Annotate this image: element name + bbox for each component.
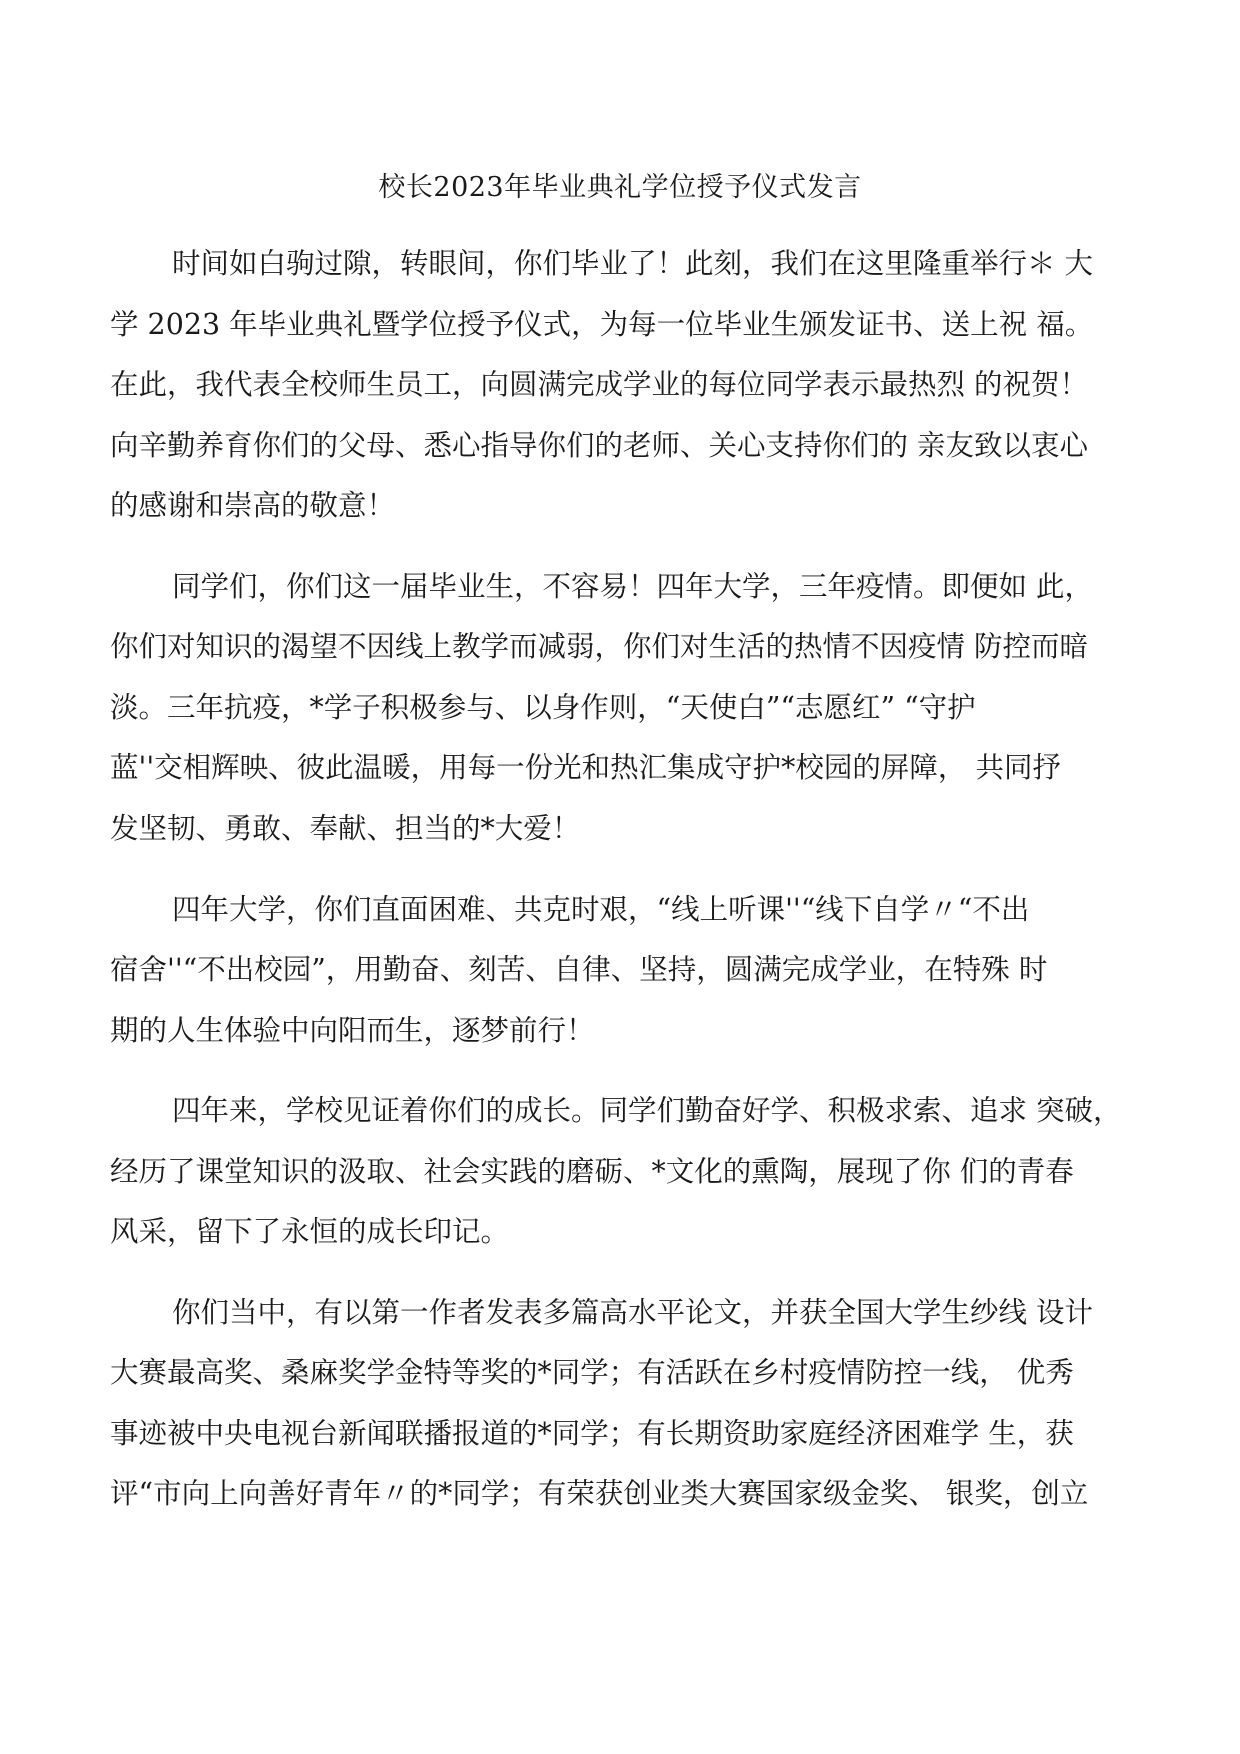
paragraph-1-line-5: 的感谢和崇高的敬意！ <box>110 489 396 522</box>
paragraph-2-line-4: 蓝''交相辉映、彼此温暖，用每一份光和热汇集成守护*校园的屏障， 共同抒 <box>110 751 1061 784</box>
paragraph-5-line-4: 评“市向上向善好青年〃的*同学；有荣获创业类大赛国家级金奖、 银奖，创立 <box>110 1477 1089 1510</box>
paragraph-2-line-1: 同学们，你们这一届毕业生，不容易！四年大学，三年疫情。即便如 此， <box>172 570 1094 603</box>
paragraph-4-line-2: 经历了课堂知识的汲取、社会实践的磨砺、*文化的熏陶，展现了你 们的青春 <box>110 1155 1074 1188</box>
paragraph-4-line-3: 风采，留下了永恒的成长印记。 <box>110 1215 510 1248</box>
paragraph-5-line-1: 你们当中，有以第一作者发表多篇高水平论文，并获全国大学生纱线 设计 <box>172 1296 1094 1329</box>
paragraph-1-line-3: 在此，我代表全校师生员工，向圆满完成学业的每位同学表示最热烈 的祝贺！ <box>110 368 1089 401</box>
paragraph-3-line-3: 期的人生体验中向阳而生，逐梦前行！ <box>110 1014 595 1047</box>
paragraph-4-line-1: 四年来，学校见证着你们的成长。同学们勤奋好学、积极求索、追求 突破， <box>172 1094 1122 1127</box>
paragraph-3-line-1: 四年大学，你们直面困难、共克时艰，“线上听课''“线下自学〃“不出 <box>172 893 1030 926</box>
paragraph-3-line-2: 宿舍''“不出校园”，用勤奋、刻苦、自律、坚持，圆满完成学业，在特殊 时 <box>110 953 1048 986</box>
paragraph-2-line-3: 淡。三年抗疫，*学子积极参与、以身作则，“天使白”“志愿红” “守护 <box>110 691 976 724</box>
paragraph-1-line-2: 学 2023 年毕业典礼暨学位授予仪式，为每一位毕业生颁发证书、送上祝 福。 <box>110 308 1094 341</box>
paragraph-1-line-1: 时间如白驹过隙，转眼间，你们毕业了！此刻，我们在这里隆重举行＊ 大 <box>172 247 1094 280</box>
paragraph-5-line-3: 事迹被中央电视台新闻联播报道的*同学；有长期资助家庭经济困难学 生，获 <box>110 1417 1074 1450</box>
paragraph-1-line-4: 向辛勤养育你们的父母、悉心指导你们的老师、关心支持你们的 亲友致以衷心 <box>110 429 1089 462</box>
paragraph-2-line-5: 发坚韧、勇敢、奉献、担当的*大爱！ <box>110 812 581 845</box>
document-title: 校长2023年毕业典礼学位授予仪式发言 <box>378 172 862 203</box>
paragraph-2-line-2: 你们对知识的渴望不因线上教学而减弱，你们对生活的热情不因疫情 防控而暗 <box>110 630 1089 663</box>
paragraph-5-line-2: 大赛最高奖、桑麻奖学金特等奖的*同学；有活跃在乡村疫情防控一线， 优秀 <box>110 1356 1074 1389</box>
